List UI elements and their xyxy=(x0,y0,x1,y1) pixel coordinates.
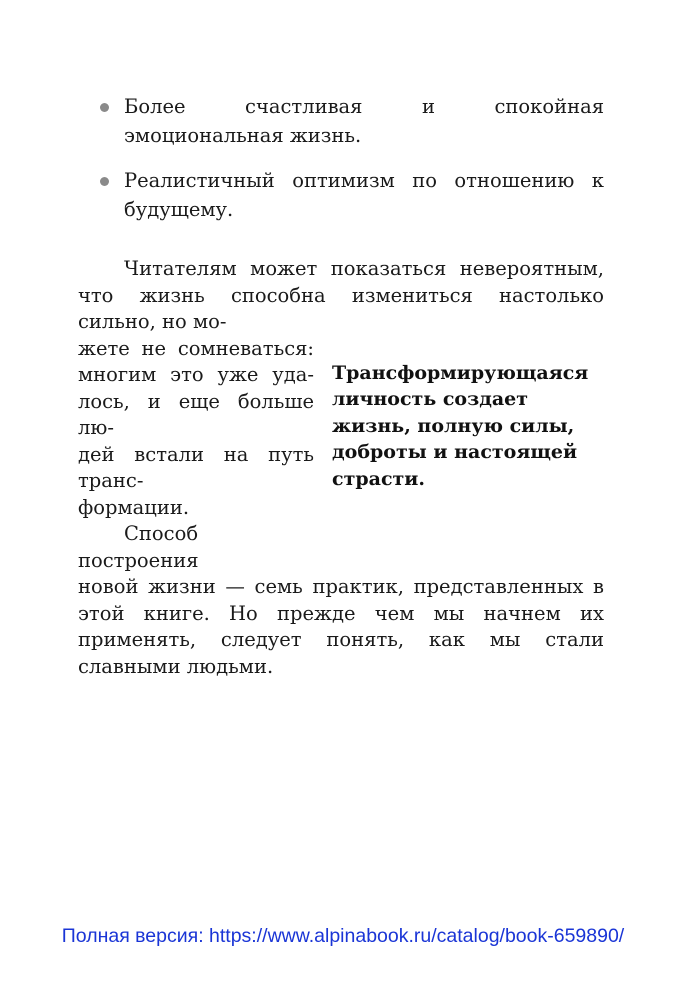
paragraph-line: Способ построения xyxy=(78,522,199,572)
page-content xyxy=(78,92,604,680)
list-item-text: Реалистичный оптимизм по отношению к будущему. xyxy=(124,169,604,221)
list-item xyxy=(78,166,604,224)
pull-quote: Трансформирующаяся личность создает жизнь, полную силы, доброты и настоящей страсти. xyxy=(332,361,589,490)
body-paragraph xyxy=(78,256,604,336)
list-item-text: Более счастливая и спокойная эмоциональная жизнь. xyxy=(124,95,604,147)
text-with-pull-quote xyxy=(78,336,604,575)
paragraph-line: формации. xyxy=(78,495,190,519)
paragraph-line: жизнь способна измениться настолько сильно, но мо- xyxy=(78,283,604,333)
full-version-link[interactable]: Полная версия: https://www.alpinabook.ru/catalog/book-659890/ xyxy=(61,925,625,947)
bullet-icon xyxy=(100,177,109,186)
benefits-list xyxy=(78,92,604,224)
bullet-icon xyxy=(100,103,109,112)
list-item xyxy=(78,92,604,150)
body-paragraph: новой жизни — семь практик, представленных в этой книге. Но прежде чем мы начнем их применять, следует понять, как мы стали славными людьми. xyxy=(78,575,604,678)
paragraph-line: лось, и еще больше лю- xyxy=(78,389,314,439)
paragraph-line: многим это уже уда- xyxy=(78,363,314,386)
paragraph-line: жете не сомневаться: xyxy=(78,336,314,360)
paragraph-line: Читателям может показаться невероятным, что xyxy=(78,257,604,307)
wrapped-text-column xyxy=(78,336,314,575)
paragraph-line: дей встали на путь транс- xyxy=(78,442,314,492)
